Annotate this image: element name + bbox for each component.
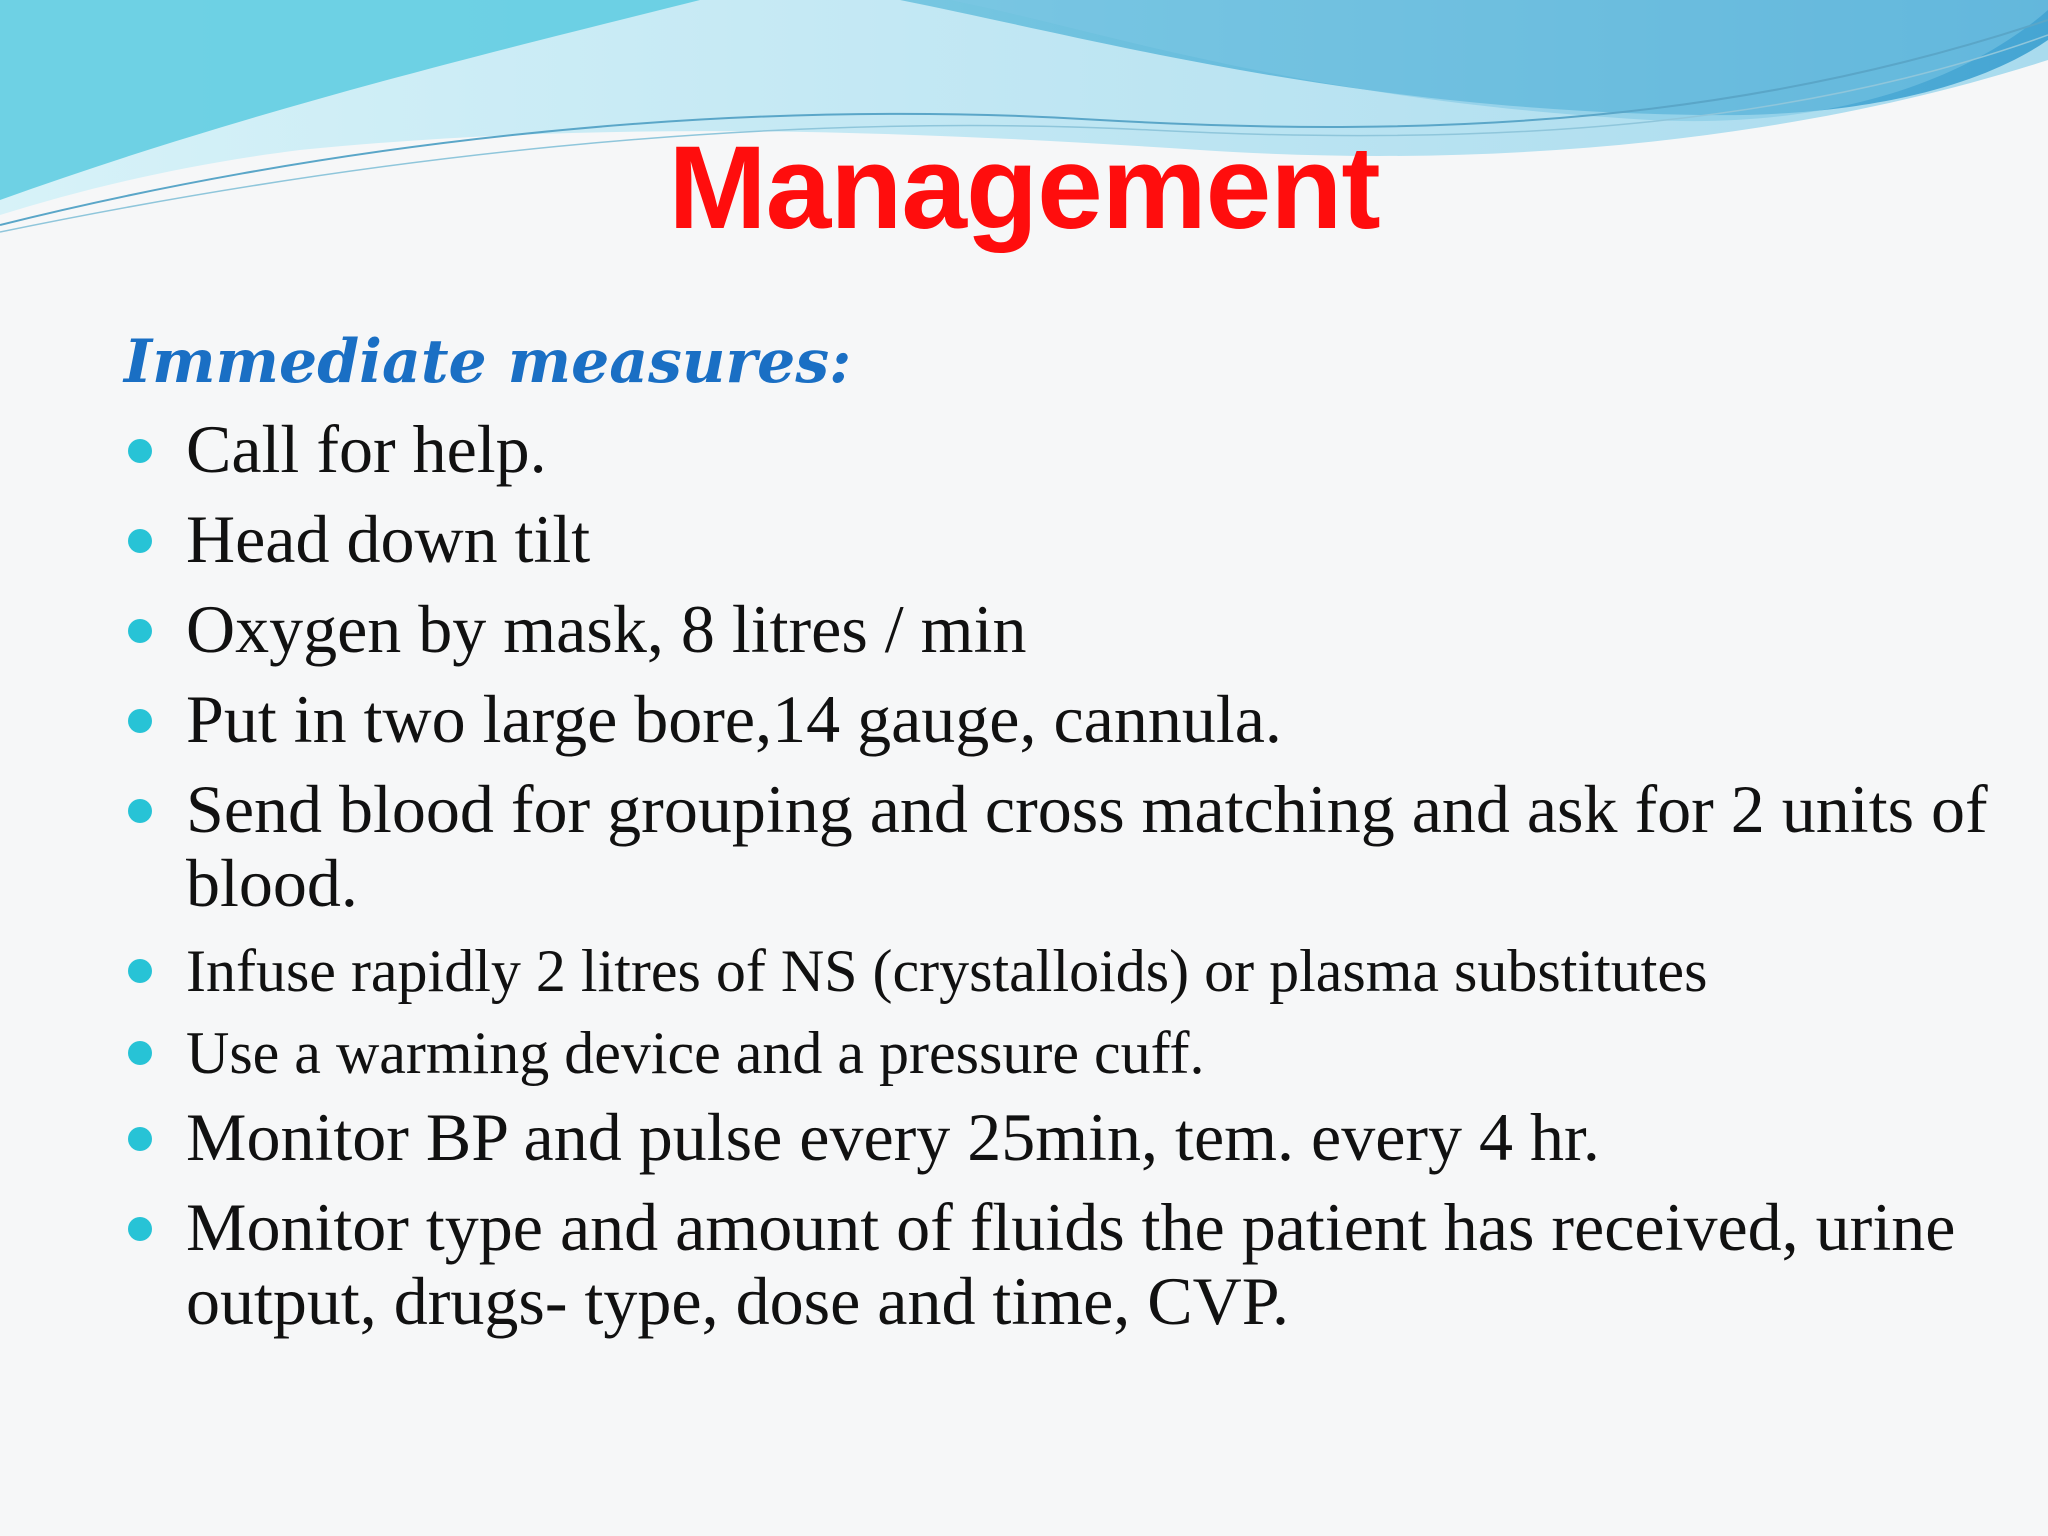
bullet-item: [124, 936, 2004, 1006]
section-subtitle: Immediate measures:: [124, 327, 852, 397]
bullet-dot-icon: [128, 709, 152, 733]
bullet-dot-icon: [128, 959, 152, 983]
bullet-dot-icon: [128, 1041, 152, 1065]
bullet-item: [124, 502, 2004, 576]
bullet-dot-icon: [128, 439, 152, 463]
bullet-text: Oxygen by mask, 8 litres / min: [186, 591, 1027, 667]
bullet-text: Infuse rapidly 2 litres of NS (crystalloids) or plasma substitutes: [186, 938, 1708, 1004]
bullet-dot-icon: [128, 1127, 152, 1151]
bullet-item: [124, 592, 2004, 666]
bullet-item: [124, 682, 2004, 756]
slide-title: Management: [668, 122, 1380, 254]
bullet-dot-icon: [128, 529, 152, 553]
bullet-item: [124, 412, 2004, 486]
bullet-list: [124, 412, 2004, 1354]
bullet-dot-icon: [128, 1217, 152, 1241]
bullet-item: [124, 1018, 2004, 1088]
bullet-text: Call for help.: [186, 411, 547, 487]
bullet-text: Monitor type and amount of fluids the patient has received, urine output, drugs- type, dose and time, CVP.: [186, 1189, 1956, 1339]
bullet-text: Monitor BP and pulse every 25min, tem. every 4 hr.: [186, 1099, 1600, 1175]
bullet-item: [124, 1100, 2004, 1174]
bullet-text: Put in two large bore,14 gauge, cannula.: [186, 681, 1282, 757]
bullet-text: Head down tilt: [186, 501, 591, 577]
bullet-item: [124, 772, 2004, 920]
bullet-text: Send blood for grouping and cross matching and ask for 2 units of blood.: [186, 771, 1988, 921]
bullet-item: [124, 1190, 2004, 1338]
bullet-dot-icon: [128, 799, 152, 823]
bullet-text: Use a warming device and a pressure cuff.: [186, 1020, 1205, 1086]
bullet-dot-icon: [128, 619, 152, 643]
